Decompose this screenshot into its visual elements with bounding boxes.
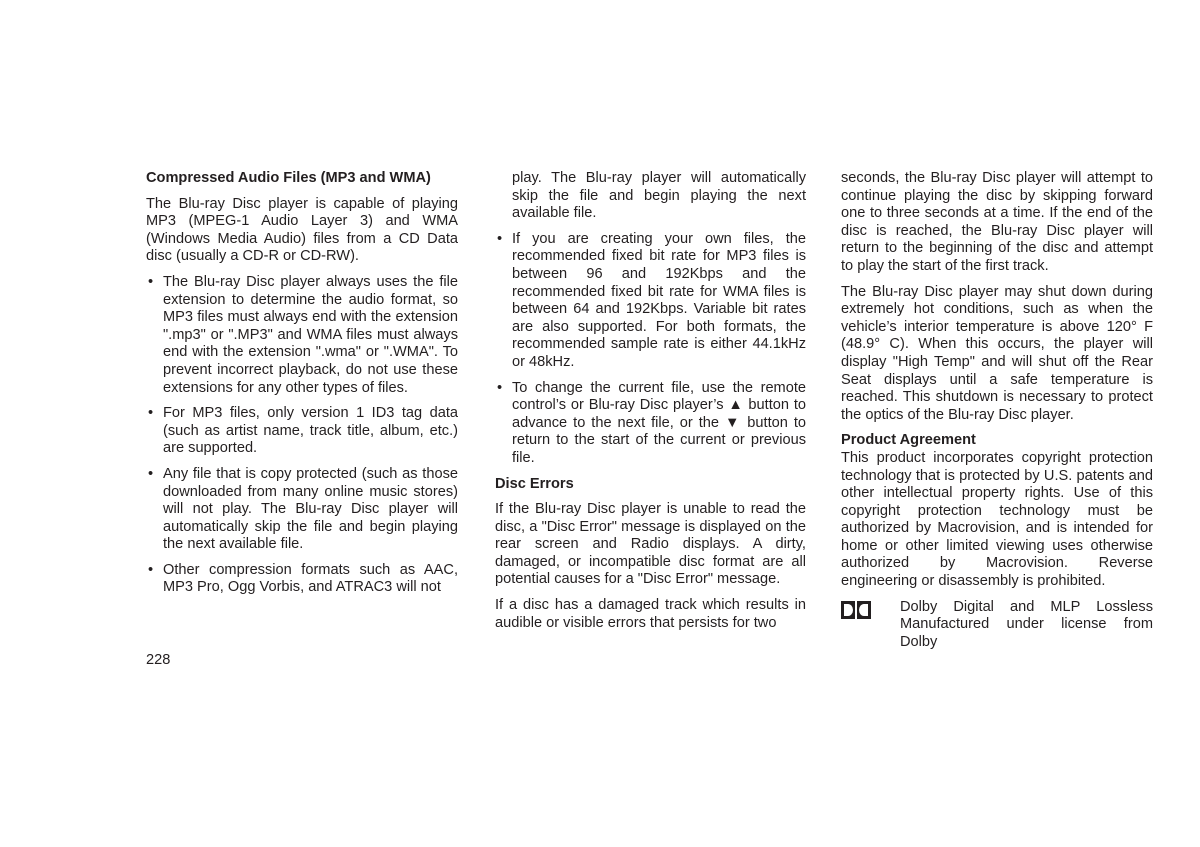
damaged-track-paragraph: If a disc has a damaged track which results in audible or visible errors that persists for two bbox=[495, 597, 806, 631]
list-item: • Any file that is copy protected (such as those downloaded from many online music stores) will not play. The Blu-ray Disc player will automatically skip the file and begin playing the next available file. bbox=[146, 466, 458, 554]
column-middle bbox=[495, 170, 806, 640]
intro-paragraph: The Blu-ray Disc player is capable of playing MP3 (MPEG-1 Audio Layer 3) and WMA (Windows Media Audio) files from a CD Data disc (usually a CD-R or CD-RW). bbox=[146, 195, 458, 265]
column-left bbox=[146, 170, 458, 605]
list-item: • If you are creating your own files, the recommended fixed bit rate for MP3 files is between 96 and 192Kbps and the recommended fixed bit rate for WMA files is between 64 and 192Kbps. Variable bit rates are also supported. For both formats, the recommended sample rate is either 44.1kHz or 48kHz. bbox=[495, 231, 806, 372]
disc-errors-paragraph: If the Blu-ray Disc player is unable to read the disc, a "Disc Error" message is displayed on the rear screen and Radio displays. A dirty, damaged, or incompatible disc format are all potential causes for a "Disc Error" message. bbox=[495, 501, 806, 588]
list-item: • For MP3 files, only version 1 ID3 tag data (such as artist name, track title, album, etc.) are supported. bbox=[146, 405, 458, 458]
list-item: • The Blu-ray Disc player always uses the file extension to determine the audio format, so MP3 files must always end with the extension ".mp3" or ".MP3" and WMA files must always end with the extension ".wma" or ".WMA". To prevent incorrect playback, do not use these extensions for any other types of files. bbox=[146, 274, 458, 397]
section-heading-product-agreement: Product Agreement bbox=[841, 432, 976, 449]
column-right bbox=[841, 170, 1153, 651]
shutdown-paragraph: The Blu-ray Disc player may shut down during extremely hot conditions, such as when the vehicle’s interior temperature is above 120° F (48.9° C). When this occurs, the player will display "High Temp" and will shut off the Rear Seat displays until a safe temperature is reached. This shutdown is necessary to protect the optics of the Blu-ray Disc player. bbox=[841, 283, 1153, 423]
continuation-paragraph: seconds, the Blu-ray Disc player will attempt to continue playing the disc by skipping forward one to three seconds at a time. If the end of the disc is reached, the Blu-ray Disc player will return to the beginning of the disc and attempt to play the start of the first track. bbox=[841, 170, 1153, 274]
dolby-license-text: Dolby Digital and MLP Lossless Manufactured under license from Dolby bbox=[900, 598, 1153, 650]
section-heading-disc-errors: Disc Errors bbox=[495, 475, 574, 492]
continuation-paragraph: play. The Blu-ray player will automatically skip the file and begin playing the next available file. bbox=[512, 170, 806, 222]
section-heading-compressed-audio: Compressed Audio Files (MP3 and WMA) bbox=[146, 170, 431, 186]
bullet-list-middle bbox=[495, 231, 806, 468]
dolby-logo-icon bbox=[841, 601, 871, 619]
dolby-notice bbox=[841, 599, 1153, 652]
bullet-list-left bbox=[146, 274, 458, 597]
agreement-paragraph: This product incorporates copyright protection technology that is protected by U.S. patents and other intellectual property rights. Use of this copyright protection technology must be authorized by Macrovision, and is intended for home or other limited viewing uses otherwise authorized by Macrovision. Reverse engineering or disassembly is prohibited. bbox=[841, 449, 1153, 590]
page-number: 228 bbox=[146, 652, 171, 668]
list-item: • To change the current file, use the remote control’s or Blu-ray Disc player’s ▲ button to advance to the next file, or the ▼ button to return to the start of the current or previous file. bbox=[495, 380, 806, 468]
list-item: • Other compression formats such as AAC, MP3 Pro, Ogg Vorbis, and ATRAC3 will not bbox=[146, 562, 458, 597]
